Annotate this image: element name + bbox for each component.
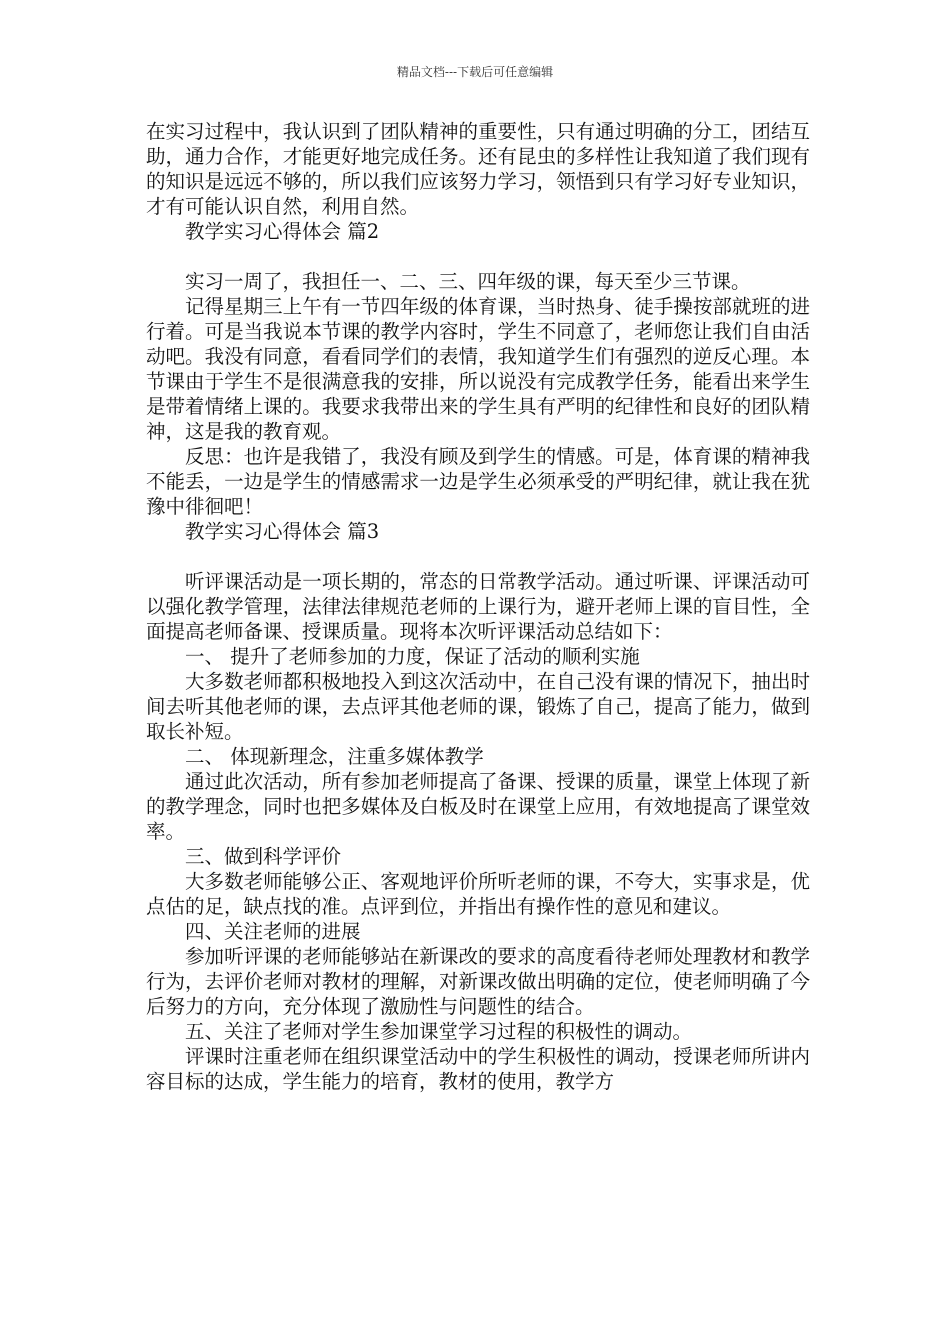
subheading-2: 二、 体现新理念，注重多媒体教学 [185,745,484,768]
paragraph-teacher-progress: 参加听评课的老师能够站在新课改的要求的高度看待老师处理教材和教学行为，去评价老师对教材的理解，对新课改做出明确的定位，使老师明确了今后努力的方向，充分体现了激励性与问题性的结合。 [146,945,810,1018]
paragraph-participation: 大多数老师都积极地投入到这次活动中，在自己没有课的情况下，抽出时间去听其他老师的课，去点评其他老师的课，锻炼了自己，提高了能力，做到取长补短。 [146,670,810,743]
paragraph-internship-week: 实习一周了，我担任一、二、三、四年级的课，每天至少三节课。 [185,270,751,293]
paragraph-scientific-evaluation: 大多数老师能够公正、客观地评价所听老师的课，不夸大，实事求是，优点估的足，缺点找的准。点评到位，并指出有操作性的意见和建议。 [146,870,810,918]
paragraph-teamwork: 在实习过程中，我认识到了团队精神的重要性，只有通过明确的分工，团结互助，通力合作，才能更好地完成任务。还有昆虫的多样性让我知道了我们现有的知识是远远不够的，所以我们应该努力学习，领悟到只有学习好专业知识，才有可能认识自然，利用自然。 [146,120,810,218]
section-title-part2: 教学实习心得体会 篇2 [185,220,380,243]
subheading-4: 四、关注老师的进展 [185,920,361,943]
paragraph-reflection: 反思：也许是我错了，我没有顾及到学生的情感。可是，体育课的精神我不能丢，一边是学生的情感需求一边是学生必须承受的严明纪律，就让我在犹豫中徘徊吧！ [146,445,810,518]
section-title-part3: 教学实习心得体会 篇3 [185,520,380,543]
paragraph-multimedia: 通过此次活动，所有参加老师提高了备课、授课的质量，课堂上体现了新的教学理念，同时也把多媒体及白板及时在课堂上应用，有效地提高了课堂效率。 [146,770,810,843]
subheading-3: 三、做到科学评价 [185,845,342,868]
document-body [146,119,810,1094]
paragraph-pe-class: 记得星期三上午有一节四年级的体育课，当时热身、徒手操按部就班的进行着。可是当我说本节课的教学内容时，学生不同意了，老师您让我们自由活动吧。我没有同意，看看同学们的表情，我知道学生们有强烈的逆反心理。本节课由于学生不是很满意我的安排，所以说没有完成教学任务，能看出来学生是带着情绪上课的。我要求我带出来的学生具有严明的纪律性和良好的团队精神，这是我的教育观。 [146,295,810,443]
subheading-5: 五、关注了老师对学生参加课堂学习过程的积极性的调动。 [185,1020,693,1043]
page-header: 精品文档---下载后可任意编辑 [396,65,554,79]
paragraph-student-engagement: 评课时注重老师在组织课堂活动中的学生积极性的调动，授课老师所讲内容目标的达成，学生能力的培育，教材的使用，教学方 [146,1045,810,1093]
paragraph-evaluation-intro: 听评课活动是一项长期的，常态的日常教学活动。通过听课、评课活动可以强化教学管理，法律法律规范老师的上课行为，避开老师上课的盲目性，全面提高老师备课、授课质量。现将本次听评课活动总结如下： [146,570,810,643]
subheading-1: 一、 提升了老师参加的力度，保证了活动的顺利实施 [185,645,640,668]
